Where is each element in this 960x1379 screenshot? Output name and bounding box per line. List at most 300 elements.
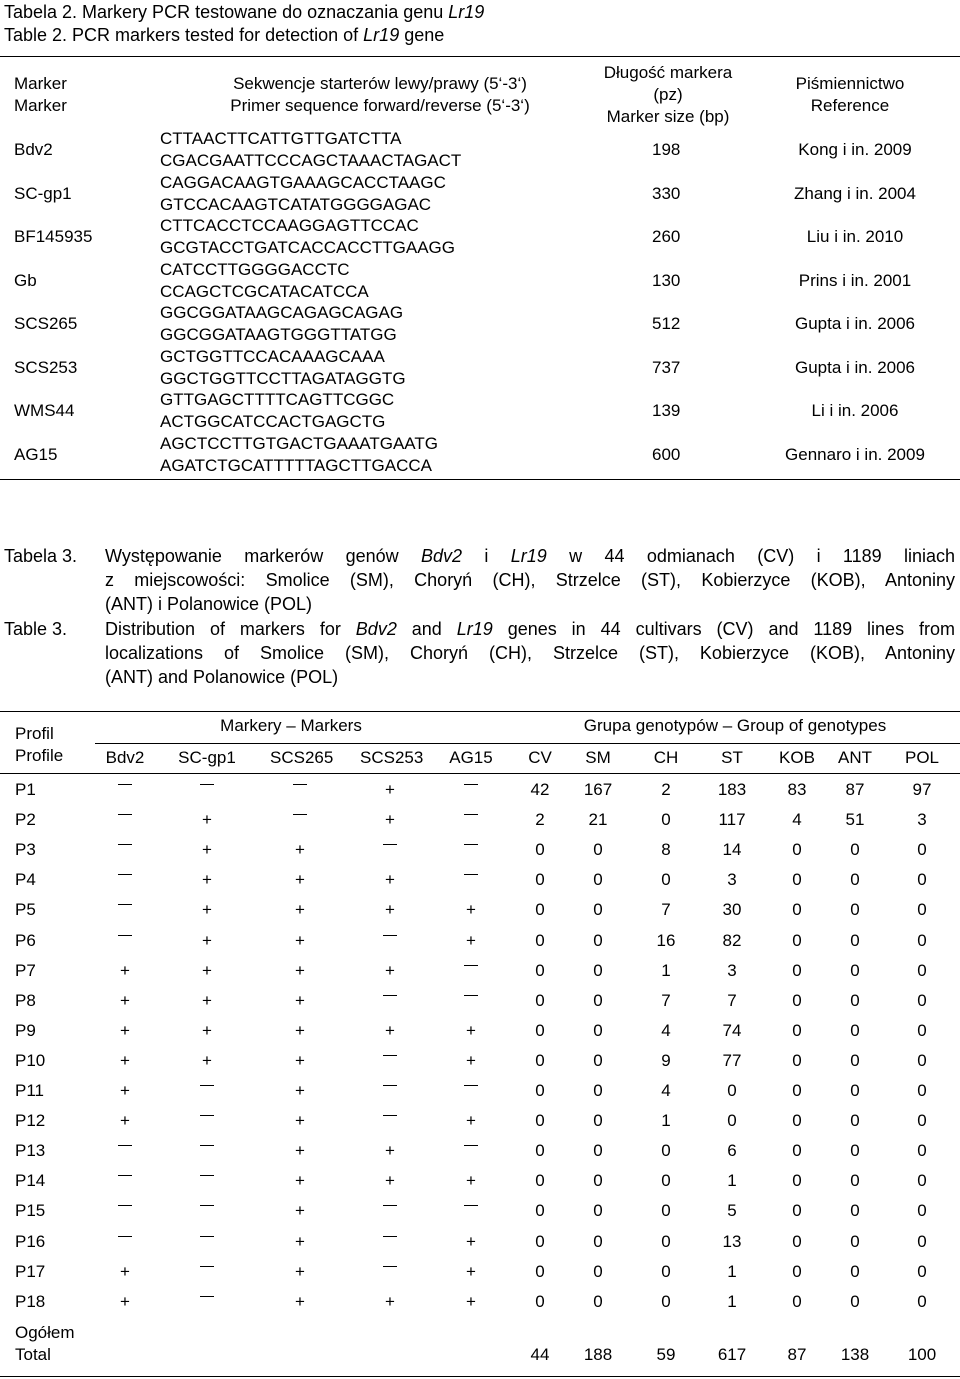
table-row xyxy=(0,895,960,925)
genotype-count: 0 xyxy=(850,1232,860,1251)
genotype-count: 0 xyxy=(661,1292,671,1311)
genotype-count: 0 xyxy=(917,1021,927,1040)
profile-label: P1 xyxy=(15,780,36,799)
marker-present: + xyxy=(385,900,395,919)
genotype-count: 0 xyxy=(661,1141,671,1160)
genotype-count: 0 xyxy=(593,1111,603,1130)
genotype-count: 4 xyxy=(661,1021,671,1040)
marker-absent xyxy=(441,775,501,805)
table3-header-rule xyxy=(0,773,960,774)
table-row xyxy=(0,1257,960,1287)
genotype-count: 0 xyxy=(792,1201,802,1220)
total-count: 617 xyxy=(717,1345,747,1364)
marker-size: 198 xyxy=(652,140,681,159)
column-header: SC-gp1 xyxy=(178,748,236,767)
profile-label: P11 xyxy=(15,1081,44,1100)
marker-present: + xyxy=(385,870,395,889)
genotype-count: 0 xyxy=(917,840,927,859)
caption-text: and xyxy=(396,619,457,639)
genotype-count: 0 xyxy=(792,1081,802,1100)
genotype-count: 0 xyxy=(661,1201,671,1220)
marker-absent xyxy=(360,1196,420,1226)
genotype-count: 0 xyxy=(535,1201,545,1220)
marker-absent xyxy=(441,835,501,865)
marker-present: + xyxy=(466,1111,476,1130)
marker-present: + xyxy=(295,931,305,950)
genotype-count: 0 xyxy=(661,1232,671,1251)
marker-absent xyxy=(270,805,330,835)
reference: Li i in. 2006 xyxy=(811,401,899,420)
marker-absent xyxy=(441,805,501,835)
absent-dash xyxy=(293,784,307,786)
genotype-count: 8 xyxy=(661,840,671,859)
genotype-count: 0 xyxy=(850,1141,860,1160)
absent-dash xyxy=(118,844,132,846)
primer-forward: CTTAACTTCATTGTTGATCTTA xyxy=(160,129,402,148)
caption-text: i xyxy=(462,546,511,566)
marker-absent xyxy=(95,865,155,895)
header-genotypes-group: Grupa genotypów – Group of genotypes xyxy=(583,716,887,735)
primer-forward: AGCTCCTTGTGACTGAAATGAATG xyxy=(160,434,438,453)
marker-present: + xyxy=(295,840,305,859)
gene-name: Lr19 xyxy=(510,546,547,566)
marker-present: + xyxy=(202,900,212,919)
column-header: ST xyxy=(721,748,743,767)
genotype-count: 7 xyxy=(661,991,671,1010)
genotype-count: 3 xyxy=(727,870,737,889)
genotype-count: 0 xyxy=(593,1232,603,1251)
absent-dash xyxy=(200,1115,214,1117)
table3 xyxy=(0,712,960,1379)
genotype-count: 0 xyxy=(593,840,603,859)
absent-dash xyxy=(200,1236,214,1238)
reference: Prins i in. 2001 xyxy=(798,271,912,290)
total-count: 59 xyxy=(656,1345,676,1364)
table-row xyxy=(0,1287,960,1317)
absent-dash xyxy=(118,1236,132,1238)
genotype-count: 0 xyxy=(792,1021,802,1040)
profile-label: P8 xyxy=(15,991,36,1010)
genotype-count: 1 xyxy=(661,1111,671,1130)
genotype-count: 0 xyxy=(535,900,545,919)
table2-bottom-rule xyxy=(0,479,960,480)
profile-label: P13 xyxy=(15,1141,46,1160)
genotype-count: 74 xyxy=(722,1021,742,1040)
marker-absent xyxy=(177,1076,237,1106)
absent-dash xyxy=(383,1236,397,1238)
genotype-count: 0 xyxy=(661,1171,671,1190)
genotype-count: 0 xyxy=(593,1262,603,1281)
genotype-count: 0 xyxy=(850,1262,860,1281)
genotype-count: 5 xyxy=(727,1201,737,1220)
marker-present: + xyxy=(295,1201,305,1220)
genotype-count: 4 xyxy=(661,1081,671,1100)
absent-dash xyxy=(464,965,478,967)
total-row xyxy=(0,1318,960,1374)
marker-absent xyxy=(360,1046,420,1076)
genotype-count: 0 xyxy=(792,900,802,919)
header-marker-pl: Marker xyxy=(14,74,67,93)
genotype-count: 0 xyxy=(593,900,603,919)
genotype-count: 0 xyxy=(593,1051,603,1070)
genotype-count: 0 xyxy=(593,870,603,889)
table3-label-en: Table 3. xyxy=(4,619,68,639)
marker-size: 130 xyxy=(652,271,681,290)
table-row xyxy=(0,1076,960,1106)
genotype-count: 0 xyxy=(792,1262,802,1281)
absent-dash xyxy=(464,1085,478,1087)
genotype-count: 0 xyxy=(917,1081,927,1100)
genotype-count: 0 xyxy=(850,1292,860,1311)
genotype-count: 0 xyxy=(917,1201,927,1220)
genotype-count: 0 xyxy=(535,1292,545,1311)
genotype-count: 14 xyxy=(722,840,742,859)
primer-reverse: CCAGCTCGCATACATCCA xyxy=(160,282,369,301)
table3-label-pl: Tabela 3. xyxy=(4,546,78,566)
marker-absent xyxy=(360,1227,420,1257)
marker-name: SC-gp1 xyxy=(14,184,72,203)
marker-present: + xyxy=(202,840,212,859)
primer-reverse: GGCTGGTTCCTTAGATAGGTG xyxy=(160,369,406,388)
absent-dash xyxy=(383,995,397,997)
absent-dash xyxy=(200,1205,214,1207)
marker-present: + xyxy=(295,1051,305,1070)
marker-present: + xyxy=(385,961,395,980)
absent-dash xyxy=(200,1266,214,1268)
reference: Gennaro i in. 2009 xyxy=(785,445,925,464)
genotype-count: 0 xyxy=(850,991,860,1010)
gene-name: Bdv2 xyxy=(421,546,463,566)
absent-dash xyxy=(464,814,478,816)
genotype-count: 0 xyxy=(535,1021,545,1040)
genotype-count: 2 xyxy=(661,780,671,799)
genotype-count: 3 xyxy=(917,810,927,829)
total-count: 100 xyxy=(907,1345,937,1364)
genotype-count: 0 xyxy=(593,991,603,1010)
genotype-count: 0 xyxy=(661,870,671,889)
marker-absent xyxy=(441,1076,501,1106)
absent-dash xyxy=(464,1205,478,1207)
caption-line xyxy=(105,617,955,641)
marker-absent xyxy=(177,1136,237,1166)
marker-present: + xyxy=(202,1021,212,1040)
header-markers-group: Markery – Markers xyxy=(220,716,362,735)
absent-dash xyxy=(200,1296,214,1298)
column-header: KOB xyxy=(779,748,815,767)
marker-present: + xyxy=(202,1051,212,1070)
genotype-count: 82 xyxy=(722,931,742,950)
genotype-count: 1 xyxy=(661,961,671,980)
marker-size: 260 xyxy=(652,227,681,246)
genotype-count: 3 xyxy=(727,961,737,980)
caption-text: genes in 44 cultivars (CV) and 1189 lines from xyxy=(492,619,955,639)
reference: Gupta i in. 2006 xyxy=(794,314,916,333)
genotype-count: 0 xyxy=(661,1262,671,1281)
marker-present: + xyxy=(466,931,476,950)
profile-label: P16 xyxy=(15,1232,46,1251)
genotype-count: 0 xyxy=(727,1081,737,1100)
genotype-count: 1 xyxy=(727,1171,737,1190)
primer-reverse: ACTGGCATCCACTGAGCTG xyxy=(160,412,386,431)
genotype-count: 0 xyxy=(593,1171,603,1190)
absent-dash xyxy=(118,874,132,876)
marker-size: 139 xyxy=(652,401,681,420)
genotype-count: 0 xyxy=(917,1051,927,1070)
genotype-count: 0 xyxy=(917,1171,927,1190)
caption-line xyxy=(105,544,955,568)
genotype-count: 0 xyxy=(850,900,860,919)
primer-reverse: CGACGAATTCCCAGCTAAACTAGACT xyxy=(160,151,462,170)
reference: Gupta i in. 2006 xyxy=(794,358,916,377)
genotype-count: 0 xyxy=(593,1141,603,1160)
primer-reverse: GTCCACAAGTCATATGGGGAGAC xyxy=(160,195,432,214)
genotype-count: 87 xyxy=(845,780,865,799)
genotype-count: 0 xyxy=(727,1111,737,1130)
marker-absent xyxy=(95,926,155,956)
table-row xyxy=(0,1106,960,1136)
profile-label: P10 xyxy=(15,1051,46,1070)
absent-dash xyxy=(293,814,307,816)
absent-dash xyxy=(383,1205,397,1207)
table-row xyxy=(0,926,960,956)
genotype-count: 0 xyxy=(792,840,802,859)
genotype-count: 0 xyxy=(535,1051,545,1070)
header-length-en: Marker size (bp) xyxy=(606,107,730,126)
marker-absent xyxy=(441,986,501,1016)
marker-present: + xyxy=(385,1292,395,1311)
genotype-count: 0 xyxy=(593,961,603,980)
marker-absent xyxy=(441,956,501,986)
marker-present: + xyxy=(466,900,476,919)
marker-present: + xyxy=(466,1232,476,1251)
primer-reverse: GCGTACCTGATCACCACCTTGAAGG xyxy=(160,238,455,257)
marker-present: + xyxy=(295,1232,305,1251)
marker-present: + xyxy=(202,931,212,950)
absent-dash xyxy=(383,844,397,846)
genotype-count: 0 xyxy=(917,1292,927,1311)
header-reference-en: Reference xyxy=(810,96,890,115)
genotype-count: 0 xyxy=(850,1201,860,1220)
genotype-count: 0 xyxy=(792,1141,802,1160)
marker-present: + xyxy=(295,1111,305,1130)
absent-dash xyxy=(200,1145,214,1147)
primer-forward: CAGGACAAGTGAAAGCACCTAAGC xyxy=(160,173,446,192)
genotype-count: 0 xyxy=(850,931,860,950)
genotype-count: 0 xyxy=(917,1262,927,1281)
table-row xyxy=(0,835,960,865)
primer-forward: GGCGGATAAGCAGAGCAGAG xyxy=(160,303,404,322)
marker-present: + xyxy=(385,1021,395,1040)
table2-caption-pl: Tabela 2. Markery PCR testowane do oznaczania genu Lr19 xyxy=(4,2,485,22)
table-row xyxy=(0,805,960,835)
marker-absent xyxy=(95,1227,155,1257)
genotype-count: 0 xyxy=(792,1111,802,1130)
profile-label: P15 xyxy=(15,1201,46,1220)
table-row xyxy=(0,1016,960,1046)
marker-size: 512 xyxy=(652,314,681,333)
marker-present: + xyxy=(466,1292,476,1311)
absent-dash xyxy=(383,935,397,937)
genotype-count: 0 xyxy=(593,1201,603,1220)
absent-dash xyxy=(118,1205,132,1207)
gene-name: Lr19 xyxy=(456,619,493,639)
header-marker-en: Marker xyxy=(14,96,67,115)
genotype-count: 0 xyxy=(917,870,927,889)
marker-present: + xyxy=(202,810,212,829)
genotype-count: 83 xyxy=(787,780,807,799)
column-header: CH xyxy=(653,748,679,767)
table3-caption-en xyxy=(105,617,955,689)
profile-label: P12 xyxy=(15,1111,46,1130)
table-row xyxy=(0,1166,960,1196)
gene-name: Bdv2 xyxy=(355,619,397,639)
genotype-count: 0 xyxy=(535,1111,545,1130)
genotype-count: 77 xyxy=(722,1051,742,1070)
column-header: AG15 xyxy=(449,748,493,767)
genotype-count: 0 xyxy=(850,1171,860,1190)
column-header: SCS265 xyxy=(270,748,334,767)
caption-line xyxy=(105,665,955,689)
profile-label: P2 xyxy=(15,810,36,829)
marker-size: 330 xyxy=(652,184,681,203)
marker-absent xyxy=(270,775,330,805)
table2-top-rule xyxy=(0,56,960,57)
marker-present: + xyxy=(295,1081,305,1100)
genotype-count: 0 xyxy=(917,961,927,980)
genotype-count: 183 xyxy=(717,780,747,799)
column-header: POL xyxy=(904,748,940,767)
reference: Zhang i in. 2004 xyxy=(794,184,916,203)
genotype-count: 0 xyxy=(917,1141,927,1160)
table-row xyxy=(0,1046,960,1076)
absent-dash xyxy=(118,814,132,816)
table-row xyxy=(0,956,960,986)
absent-dash xyxy=(464,844,478,846)
reference: Liu i in. 2010 xyxy=(806,227,904,246)
marker-name: Bdv2 xyxy=(14,140,53,159)
table-row xyxy=(0,1136,960,1166)
marker-present: + xyxy=(120,1262,130,1281)
marker-size: 737 xyxy=(652,358,681,377)
marker-present: + xyxy=(385,810,395,829)
marker-absent xyxy=(441,1196,501,1226)
marker-name: WMS44 xyxy=(14,401,75,420)
absent-dash xyxy=(383,1085,397,1087)
absent-dash xyxy=(200,1085,214,1087)
marker-size: 600 xyxy=(652,445,681,464)
total-count: 44 xyxy=(530,1345,550,1364)
absent-dash xyxy=(383,1115,397,1117)
marker-name: BF145935 xyxy=(14,227,93,246)
absent-dash xyxy=(118,904,132,906)
marker-name: SCS265 xyxy=(14,314,78,333)
genotype-count: 9 xyxy=(661,1051,671,1070)
genotype-count: 0 xyxy=(850,1081,860,1100)
profile-label: P5 xyxy=(15,900,36,919)
marker-absent xyxy=(360,1076,420,1106)
caption-text: z miejscowości: Smolice (SM), Choryń (CH), Strzelce (ST), Kobierzyce (KOB), Antoniny xyxy=(105,570,955,590)
caption-line xyxy=(105,641,955,665)
marker-absent xyxy=(95,835,155,865)
genotype-count: 2 xyxy=(535,810,545,829)
genotype-count: 0 xyxy=(535,991,545,1010)
genotype-count: 21 xyxy=(588,810,608,829)
marker-absent xyxy=(177,1287,237,1317)
marker-present: + xyxy=(295,1141,305,1160)
table3-bottom-rule xyxy=(0,1376,960,1377)
genotype-count: 0 xyxy=(792,961,802,980)
genotype-count: 0 xyxy=(917,931,927,950)
absent-dash xyxy=(383,1266,397,1268)
genotype-count: 1 xyxy=(727,1292,737,1311)
profile-label: P18 xyxy=(15,1292,46,1311)
marker-absent xyxy=(95,775,155,805)
genotype-count: 0 xyxy=(535,931,545,950)
genotype-count: 0 xyxy=(917,991,927,1010)
reference: Kong i in. 2009 xyxy=(798,140,912,159)
column-header: ANT xyxy=(838,748,872,767)
primer-forward: CATCCTTGGGGACCTC xyxy=(160,260,350,279)
absent-dash xyxy=(118,784,132,786)
profile-label: P14 xyxy=(15,1171,46,1190)
marker-absent xyxy=(360,835,420,865)
marker-present: + xyxy=(120,991,130,1010)
marker-present: + xyxy=(120,1051,130,1070)
header-reference-pl: Piśmiennictwo xyxy=(795,74,905,93)
absent-dash xyxy=(118,1145,132,1147)
marker-present: + xyxy=(120,1081,130,1100)
genotype-count: 97 xyxy=(912,780,932,799)
genotype-count: 0 xyxy=(850,870,860,889)
table-row xyxy=(0,986,960,1016)
marker-absent xyxy=(360,1106,420,1136)
marker-present: + xyxy=(295,1262,305,1281)
column-header: SM xyxy=(585,748,611,767)
marker-absent xyxy=(441,1136,501,1166)
marker-absent xyxy=(441,865,501,895)
genotype-count: 0 xyxy=(535,961,545,980)
genotype-count: 0 xyxy=(792,1292,802,1311)
total-count: 138 xyxy=(840,1345,870,1364)
column-header: Bdv2 xyxy=(105,748,145,767)
genotype-count: 0 xyxy=(593,1081,603,1100)
genotype-count: 16 xyxy=(656,931,676,950)
caption-text: w 44 odmianach (CV) i 1189 liniach xyxy=(546,546,955,566)
marker-absent xyxy=(177,1257,237,1287)
marker-name: AG15 xyxy=(14,445,58,464)
genotype-count: 0 xyxy=(661,810,671,829)
marker-present: + xyxy=(466,1021,476,1040)
genotype-count: 0 xyxy=(535,1081,545,1100)
absent-dash xyxy=(383,1055,397,1057)
caption-text: (ANT) i Polanowice (POL) xyxy=(105,594,313,614)
genotype-count: 0 xyxy=(792,991,802,1010)
marker-present: + xyxy=(202,961,212,980)
marker-present: + xyxy=(385,780,395,799)
marker-present: + xyxy=(385,1171,395,1190)
caption-text: Distribution of markers for xyxy=(105,619,356,639)
header-length-unit: (pz) xyxy=(653,85,683,104)
profile-label: P6 xyxy=(15,931,36,950)
genotype-count: 0 xyxy=(593,1021,603,1040)
genotype-count: 167 xyxy=(583,780,613,799)
genotype-count: 0 xyxy=(535,1232,545,1251)
genotype-count: 0 xyxy=(792,1051,802,1070)
genotype-count: 0 xyxy=(593,1292,603,1311)
genotype-count: 7 xyxy=(661,900,671,919)
genotype-count: 7 xyxy=(727,991,737,1010)
marker-absent xyxy=(360,926,420,956)
